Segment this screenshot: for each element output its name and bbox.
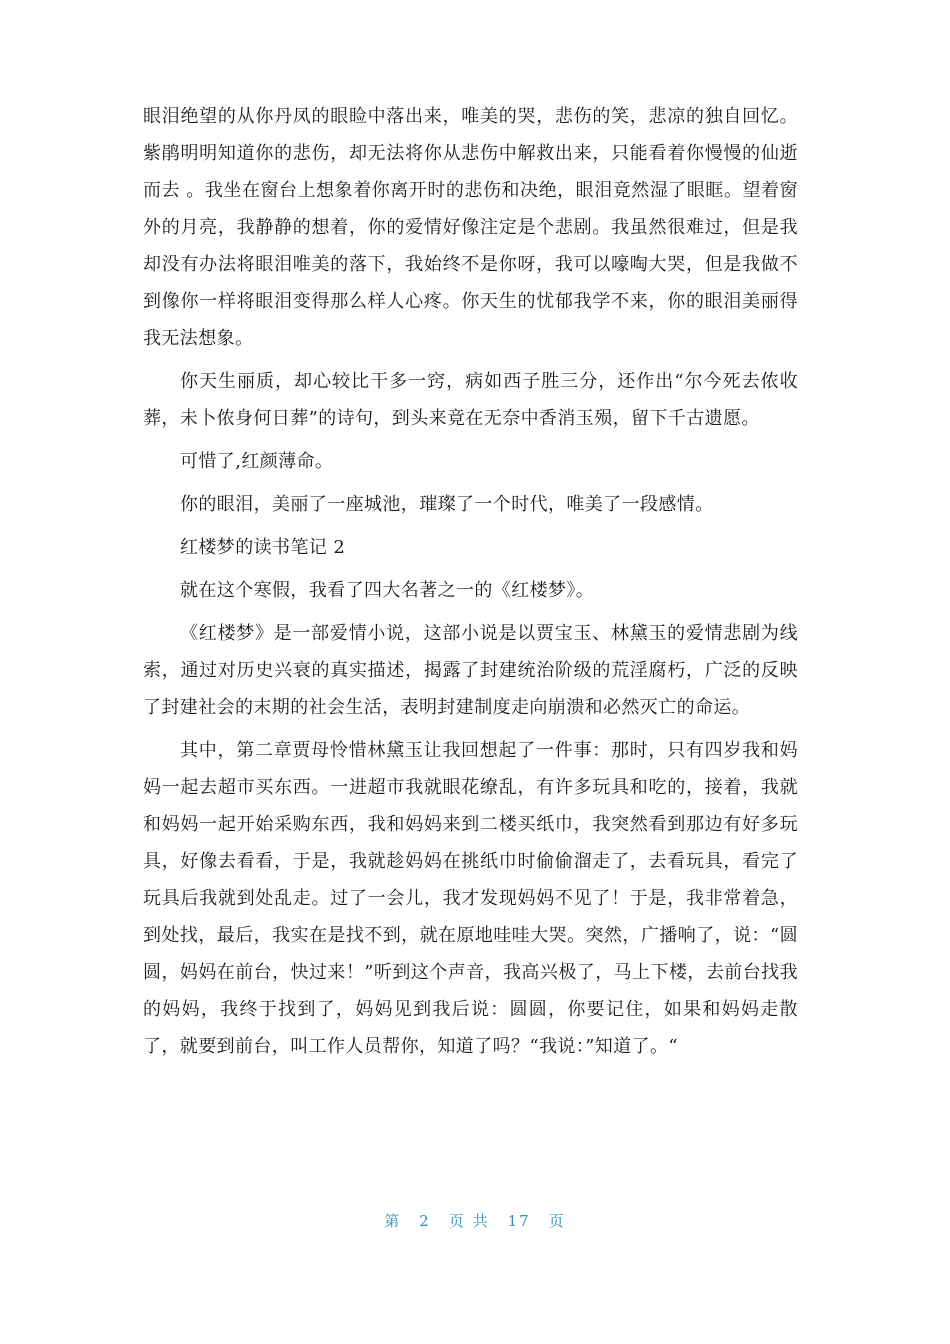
paragraph: 你的眼泪，美丽了一座城池，璀璨了一个时代，唯美了一段感情。 [180,494,714,515]
footer-current-page: 2 [419,1212,431,1230]
paragraph: 你天生丽质，却心较比干多一窍，病如西子胜三分，还作出“尔今死去侬收葬，未卜侬身何日葬”的诗句，到头来竟在无奈中香消玉殒，留下千古遗愿。 [143,371,798,429]
footer-label-page: 第 [384,1212,402,1230]
page-footer [0,1210,950,1231]
footer-label-of: 页 共 [448,1212,490,1230]
footer-label-pages: 页 [548,1212,566,1230]
paragraph: 可惜了,红颜薄命。 [180,451,334,472]
document-body [143,98,798,1071]
footer-total-pages: 17 [507,1212,531,1230]
paragraph: 就在这个寒假，我看了四大名著之一的《红楼梦》。 [180,580,595,601]
paragraph: 其中，第二章贾母怜惜林黛玉让我回想起了一件事：那时，只有四岁我和妈妈一起去超市买东西。一进超市我就眼花缭乱，有许多玩具和吃的，接着，我就和妈妈一起开始采购东西，我和妈妈来到二楼买纸巾，我突然看到那边有好多玩具，好像去看看，于是，我就趁妈妈在挑纸巾时偷偷溜走了，去看玩具，看完了玩具后我就到处乱走。过了一会儿，我才发现妈妈不见了！于是，我非常着急，到处找，最后，我实在是找不到，就在原地哇哇大哭。突然，广播响了，说：“圆圆，妈妈在前台，快过来！”听到这个声音，我高兴极了，马上下楼，去前台找我的妈妈，我终于找到了，妈妈见到我后说：圆圆，你要记住，如果和妈妈走散了，就要到前台，叫工作人员帮你，知道了吗？“我说：”知道了。“ [143,740,798,1057]
paragraph: 《红楼梦》是一部爱情小说，这部小说是以贾宝玉、林黛玉的爱情悲剧为线索，通过对历史兴衰的真实描述，揭露了封建统治阶级的荒淫腐朽，广泛的反映了封建社会的末期的社会生活，表明封建制度走向崩溃和必然灭亡的命运。 [143,623,798,718]
section-heading: 红楼梦的读书笔记 2 [180,537,346,558]
paragraph: 眼泪绝望的从你丹凤的眼睑中落出来，唯美的哭，悲伤的笑，悲凉的独自回忆。紫鹃明明知道你的悲伤，却无法将你从悲伤中解救出来，只能看着你慢慢的仙逝而去 。我坐在窗台上想象着你离开时的悲伤和决绝，眼泪竟然湿了眼眶。望着窗外的月亮，我静静的想着，你的爱情好像注定是个悲剧。我虽然很难过，但是我却没有办法将眼泪唯美的落下，我始终不是你呀，我可以嚎啕大哭，但是我做不到像你一样将眼泪变得那么样人心疼。你天生的忧郁我学不来，你的眼泪美丽得我无法想象。 [143,106,798,349]
